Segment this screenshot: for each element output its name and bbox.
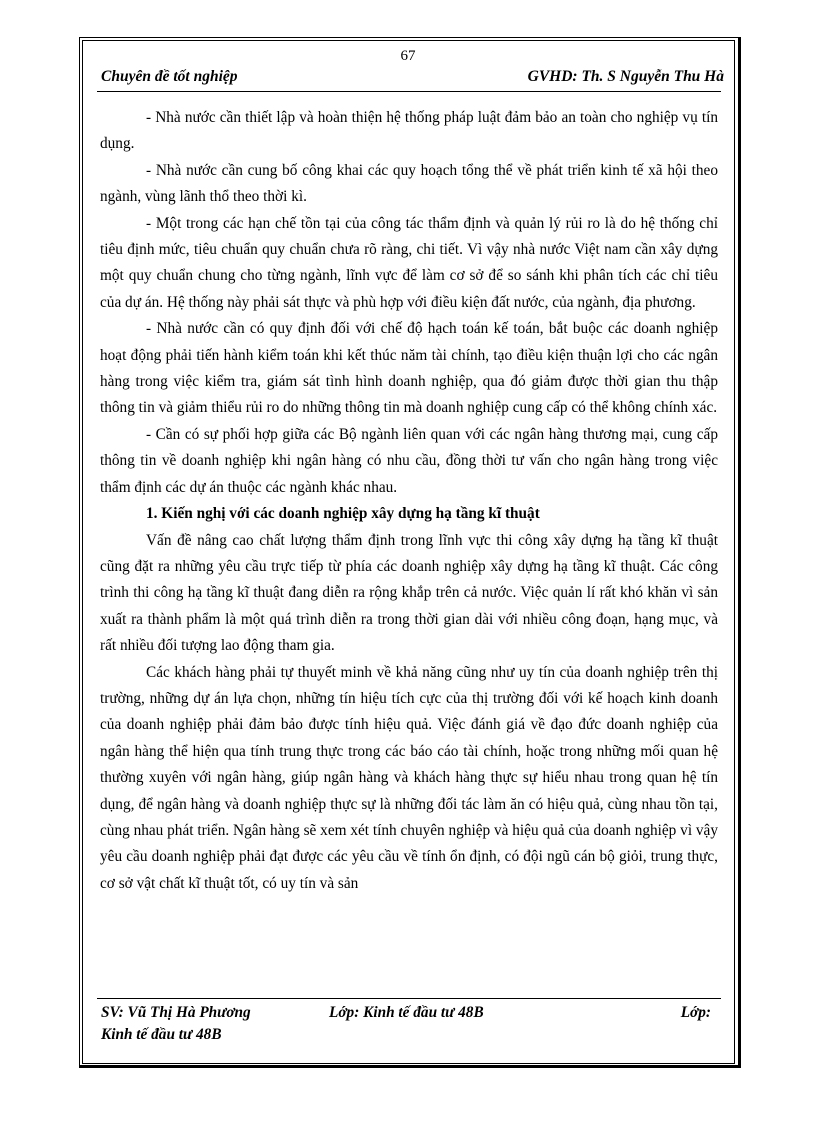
header-document-type: Chuyên đề tốt nghiệp xyxy=(101,68,238,85)
footer-class-label: Lớp: xyxy=(680,1004,711,1021)
paragraph-customer-responsibility: Các khách hàng phải tự thuyết minh về khả năng cũng như uy tín của doanh nghiệp trên thị trường, những dự án lựa chọn, những tín hiệu tích cực của thị trường đối với kế hoạch kinh doanh của doanh nghiệp phải đảm bảo được tính hiệu quả. Việc đánh giá về đạo đức doanh nghiệp của ngân hàng thể hiện qua tính trung thực trong các báo cáo tài chính, hoặc trong những mối quan hệ thường xuyên với ngân hàng, giúp ngân hàng và khách hàng thực sự hiểu nhau trong quan hệ tín dụng, để ngân hàng và doanh nghiệp thực sự là những đối tác làm ăn có hiệu quả, cùng nhau tồn tại, cùng nhau phát triển. Ngân hàng sẽ xem xét tính chuyên nghiệp và hiệu quả của doanh nghiệp vì vậy yêu cầu doanh nghiệp phải đạt được các yêu cầu về tính ổn định, có đội ngũ cán bộ giỏi, trung thực, cơ sở vật chất kĩ thuật tốt, có uy tín và sản xyxy=(100,663,718,892)
paragraph-standards: - Một trong các hạn chế tồn tại của công tác thẩm định và quản lý rủi ro là do hệ thống chỉ tiêu định mức, tiêu chuẩn quy chuẩn chưa rõ ràng, chi tiết. Vì vậy nhà nước Việt nam cần xây dựng một quy chuẩn chung cho từng ngành, lĩnh vực để làm cơ sở để so sánh khi phân tích các chỉ tiêu của dự án. Hệ thống này phải sát thực và phù hợp với điều kiện đất nước, của ngành, địa phương. xyxy=(100,214,718,311)
document-body xyxy=(100,105,718,897)
page-number: 67 xyxy=(400,48,416,64)
paragraph-legal-framework: - Nhà nước cần thiết lập và hoàn thiện hệ thống pháp luật đảm bảo an toàn cho nghiệp vụ tín dụng. xyxy=(100,109,718,153)
header-divider xyxy=(97,91,721,92)
footer-divider xyxy=(97,998,721,999)
paragraph-construction-quality: Vấn đề nâng cao chất lượng thẩm định trong lĩnh vực thi công xây dựng hạ tầng kĩ thuật cũng đặt ra những yêu cầu trực tiếp từ phía các doanh nghiệp xây dựng hạ tầng kĩ thuật. Các công trình thi công hạ tầng kĩ thuật đang diễn ra rộng khắp trên cả nước. Việc quản lí rất khó khăn vì sản xuất ra thành phẩm là một quá trình diễn ra trong thời gian dài với nhiều công đoạn, hạng mục, và rất nhiều đối tượng lao động tham gia. xyxy=(100,531,718,655)
paragraph-public-planning: - Nhà nước cần cung bố công khai các quy hoạch tổng thể về phát triển kinh tế xã hội theo ngành, vùng lãnh thổ theo thời kì. xyxy=(100,161,718,206)
section-heading: 1. Kiến nghị với các doanh nghiệp xây dựng hạ tầng kĩ thuật xyxy=(146,505,540,523)
footer-class: Lớp: Kinh tế đầu tư 48B xyxy=(329,1004,484,1021)
footer-student: SV: Vũ Thị Hà Phương xyxy=(101,1004,251,1021)
paragraph-accounting: - Nhà nước cần có quy định đối với chế độ hạch toán kế toán, bắt buộc các doanh nghiệp hoạt động phải tiến hành kiểm toán khi kết thúc năm tài chính, tạo điều kiện thuận lợi cho các ngân hàng trong việc kiểm tra, giám sát tình hình doanh nghiệp, qua đó giảm được thời gian thu thập thông tin và giảm thiểu rủi ro do những thông tin mà doanh nghiệp cung cấp có thể không chính xác. xyxy=(100,320,718,417)
paragraph-coordination: - Cần có sự phối hợp giữa các Bộ ngành liên quan với các ngân hàng thương mại, cung cấp thông tin về doanh nghiệp khi ngân hàng có nhu cầu, đồng thời tư vấn cho ngân hàng trong việc thẩm định các dự án thuộc các ngành khác nhau. xyxy=(100,425,718,496)
header-advisor: GVHD: Th. S Nguyễn Thu Hà xyxy=(527,68,724,85)
footer-class-continued: Kinh tế đầu tư 48B xyxy=(101,1026,222,1043)
